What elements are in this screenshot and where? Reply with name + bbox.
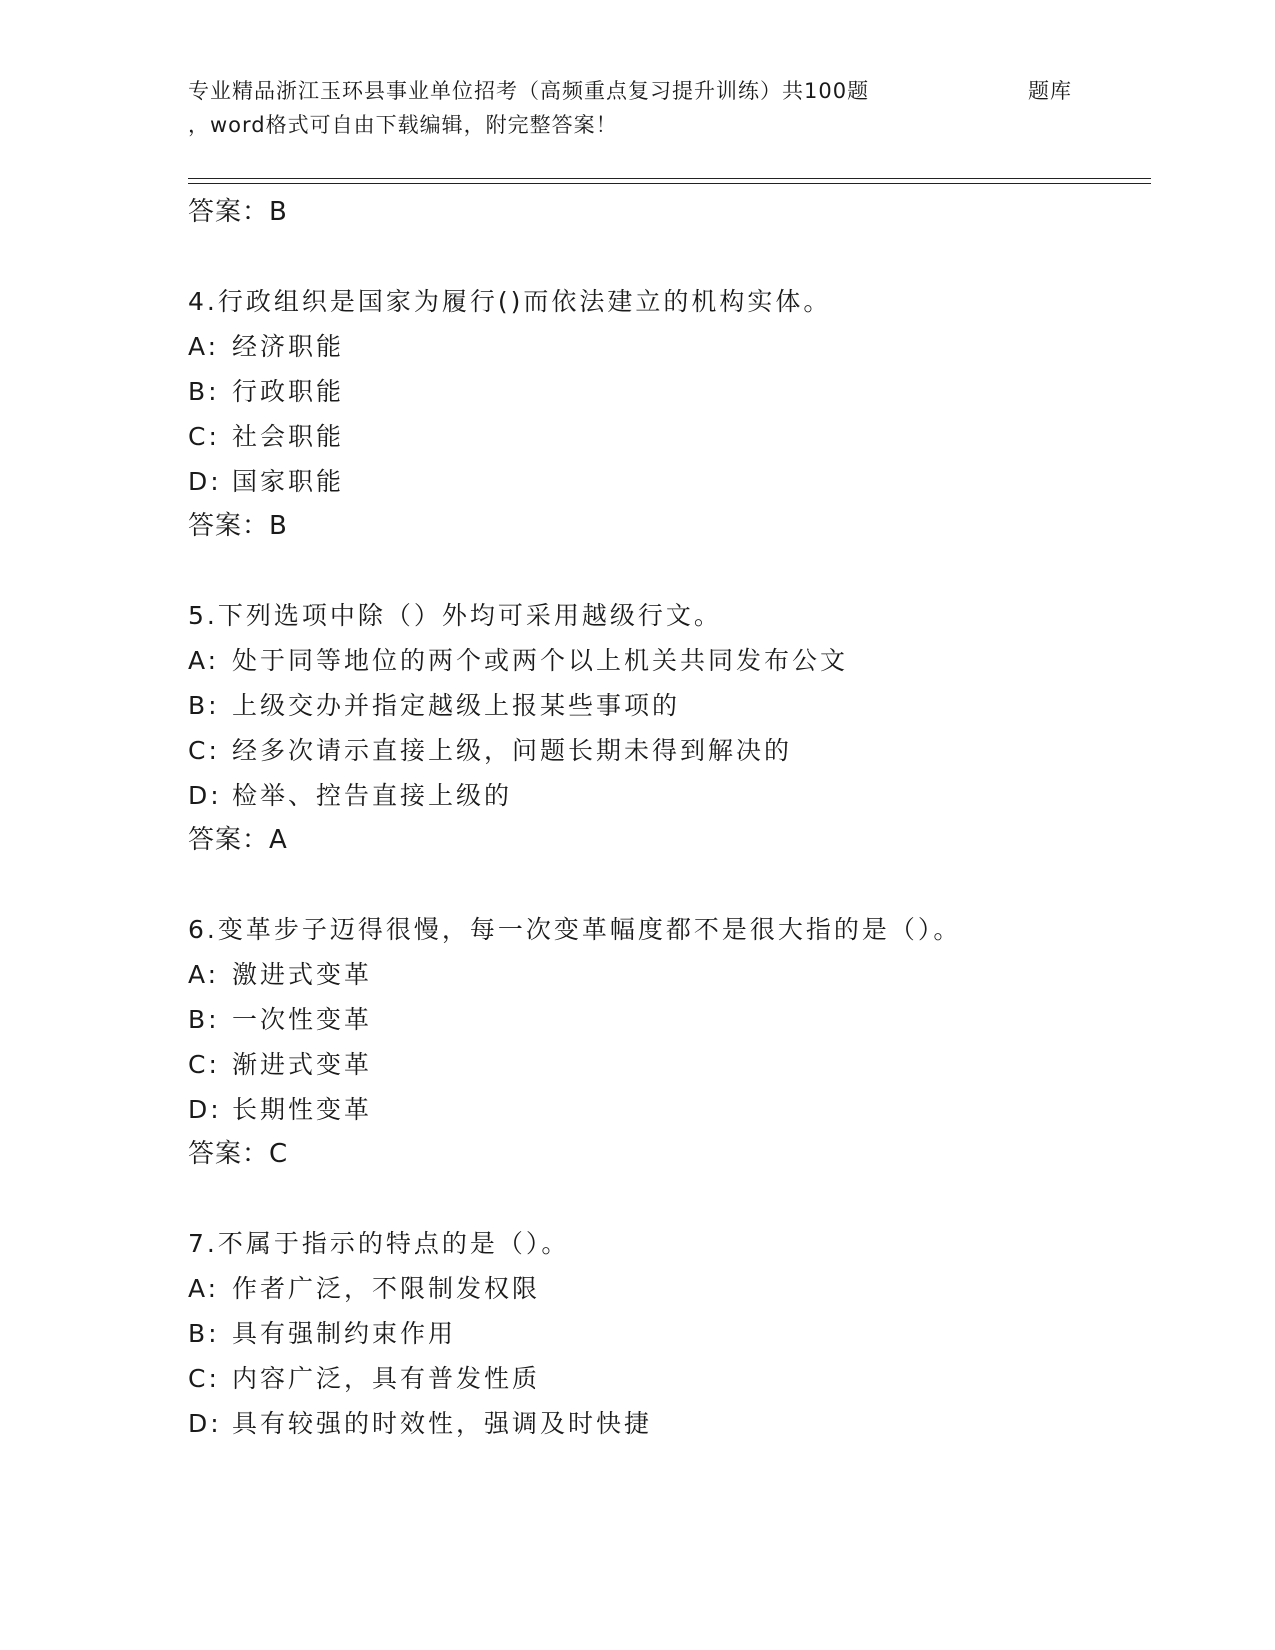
option-key: D: (188, 781, 222, 810)
option-key: D: (188, 1095, 222, 1124)
option-c (188, 1356, 1148, 1401)
header-tag: 题库 (1028, 79, 1072, 103)
option-key: A: (188, 1274, 220, 1303)
option-text: 具有较强的时效性，强调及时快捷 (232, 1409, 653, 1438)
option-d (188, 1087, 1148, 1132)
document-body (188, 190, 1148, 1446)
option-key: C: (188, 422, 220, 451)
option-text: 渐进式变革 (232, 1050, 373, 1079)
option-text: 内容广泛，具有普发性质 (232, 1364, 541, 1393)
question-text: 5.下列选项中除（）外均可采用越级行文。 (188, 601, 722, 630)
option-a (188, 1266, 1148, 1311)
option-b (188, 997, 1148, 1042)
option-text: 作者广泛，不限制发权限 (232, 1274, 541, 1303)
answer-line: 答案：B (188, 511, 288, 541)
option-text: 检举、控告直接上级的 (232, 781, 513, 810)
option-b (188, 369, 1148, 414)
header-subtitle: ，word格式可自由下载编辑，附完整答案！ (188, 113, 618, 137)
option-key: A: (188, 332, 220, 361)
option-b (188, 683, 1148, 728)
option-text: 经济职能 (232, 332, 345, 361)
option-key: C: (188, 1050, 220, 1079)
question-text: 6.变革步子迈得很慢，每一次变革幅度都不是很大指的是（）。 (188, 915, 962, 944)
answer-line: 答案：A (188, 825, 288, 855)
option-text: 国家职能 (232, 467, 345, 496)
question-text: 4.行政组织是国家为履行()而依法建立的机构实体。 (188, 287, 832, 316)
option-text: 上级交办并指定越级上报某些事项的 (232, 691, 681, 720)
option-text: 社会职能 (232, 422, 345, 451)
option-a (188, 952, 1148, 997)
question-7 (188, 1221, 1148, 1446)
option-key: B: (188, 1005, 220, 1034)
question-5 (188, 593, 1148, 862)
question-text: 7.不属于指示的特点的是（）。 (188, 1229, 570, 1258)
option-key: C: (188, 1364, 220, 1393)
header-divider-top (188, 178, 1151, 179)
question-4 (188, 279, 1148, 548)
option-key: A: (188, 646, 220, 675)
option-d (188, 1401, 1148, 1446)
option-c (188, 414, 1148, 459)
option-text: 长期性变革 (232, 1095, 373, 1124)
option-d (188, 773, 1148, 818)
answer-line: 答案：C (188, 1139, 289, 1169)
option-key: B: (188, 691, 220, 720)
option-c (188, 1042, 1148, 1087)
option-key: C: (188, 736, 220, 765)
answer-line: 答案：B (188, 197, 288, 227)
option-text: 行政职能 (232, 377, 345, 406)
question-6 (188, 907, 1148, 1176)
option-d (188, 459, 1148, 504)
option-key: A: (188, 960, 220, 989)
option-key: D: (188, 467, 222, 496)
option-key: B: (188, 377, 220, 406)
option-b (188, 1311, 1148, 1356)
option-text: 经多次请示直接上级，问题长期未得到解决的 (232, 736, 793, 765)
option-key: B: (188, 1319, 220, 1348)
option-text: 一次性变革 (232, 1005, 373, 1034)
header-title: 专业精品浙江玉环县事业单位招考（高频重点复习提升训练）共100题 (188, 79, 870, 103)
header-divider-bottom (188, 183, 1151, 184)
page-header (188, 74, 1072, 142)
option-a (188, 324, 1148, 369)
option-text: 处于同等地位的两个或两个以上机关共同发布公文 (232, 646, 849, 675)
option-text: 激进式变革 (232, 960, 373, 989)
option-c (188, 728, 1148, 773)
option-key: D: (188, 1409, 222, 1438)
option-text: 具有强制约束作用 (232, 1319, 457, 1348)
option-a (188, 638, 1148, 683)
